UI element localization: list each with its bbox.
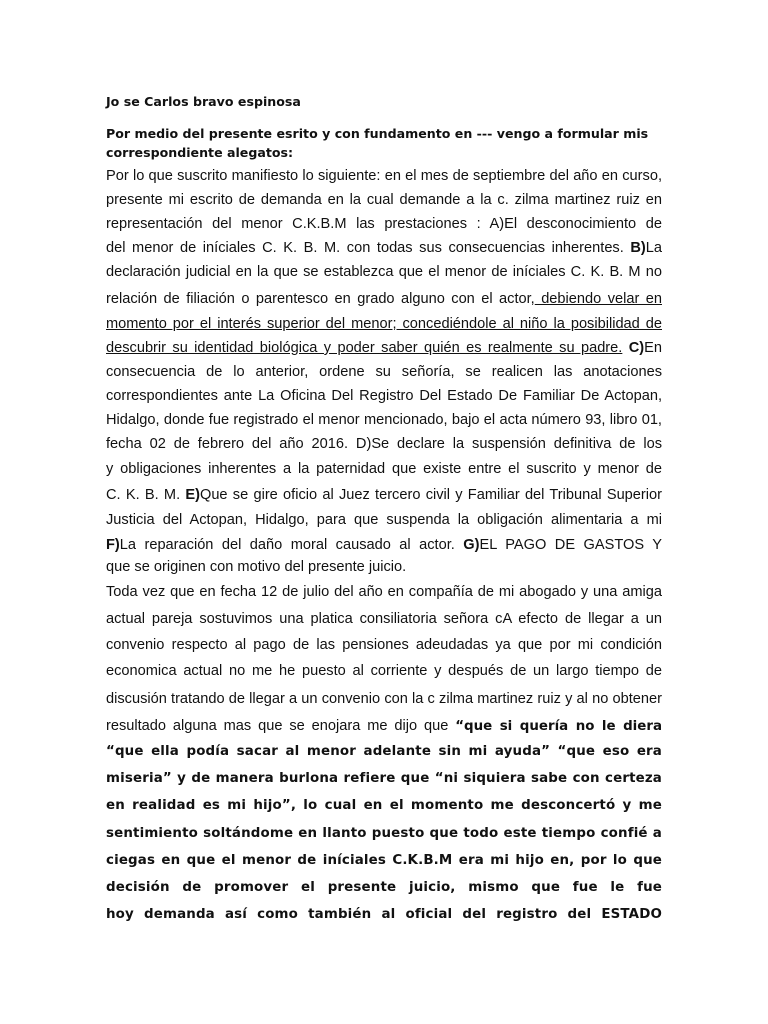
- text-line: y obligaciones inherentes a la paternidad que existe entre el suscrito y menor de: [106, 461, 662, 477]
- text-line: Hidalgo, donde fue registrado el menor mencionado, bajo el acta número 93, libro 01,: [106, 412, 662, 428]
- text-line: Por lo que suscrito manifiesto lo siguiente: en el mes de septiembre del año en curso,: [106, 168, 662, 184]
- text-line: que se originen con motivo del presente juicio.: [106, 559, 407, 575]
- text-segment: del menor de iníciales C. K. B. M. con todas sus consecuencias inherentes.: [106, 240, 631, 256]
- text-line: declaración judicial en la que se establezca que el menor de iníciales C. K. B. M no: [106, 264, 662, 280]
- text-segment: EL PAGO DE GASTOS Y: [479, 537, 662, 553]
- text-line: fecha 02 de febrero del año 2016. D)Se declare la suspensión definitiva de los: [106, 436, 662, 452]
- text-segment: relación de filiación o parentesco en grado alguno con el actor,: [106, 291, 535, 307]
- underlined-text: descubrir su identidad biológica y poder saber quién es realmente su padre.: [106, 340, 623, 356]
- text-line: Toda vez que en fecha 12 de julio del año en compañía de mi abogado y una amiga: [106, 584, 662, 600]
- text-line: economica actual no me he puesto al corriente y después de un largo tiempo de: [106, 663, 662, 679]
- text-line: representación del menor C.K.B.M las prestaciones : A)El desconocimiento de: [106, 216, 662, 232]
- text-segment: La: [645, 240, 662, 256]
- text-line: [106, 535, 662, 555]
- author-line: Jo se Carlos bravo espinosa: [106, 94, 301, 109]
- underlined-text: debiendo velar en: [541, 291, 662, 307]
- text-line: discusión tratando de llegar a un convenio con la c zilma martinez ruiz y al no obtener: [106, 691, 662, 707]
- quoted-bold-text: “que si quería no le diera: [455, 719, 662, 734]
- text-segment: C. K. B. M.: [106, 487, 186, 503]
- text-line: [106, 485, 662, 505]
- bold-text-line: hoy demanda así como también al oficial del registro del ESTADO: [106, 907, 662, 922]
- bold-text-line: decisión de promover el presente juicio, mismo que fue le fue: [106, 880, 662, 895]
- item-marker-g: G): [463, 537, 480, 553]
- text-line: presente mi escrito de demanda en la cual demande a la c. zilma martinez ruiz en: [106, 192, 662, 208]
- underlined-text-line: momento por el interés superior del menor; concediéndole al niño la posibilidad de: [106, 316, 662, 332]
- text-line: [106, 238, 662, 258]
- bold-text-line: “que ella podía sacar al menor adelante sin mi ayuda” “que eso era: [106, 744, 662, 759]
- text-segment: resultado alguna mas que se enojara me dijo que: [106, 718, 456, 734]
- bold-text-line: miseria” y de manera burlona refiere que “ni siquiera sabe con certeza: [106, 771, 662, 786]
- item-marker-b: B): [630, 240, 646, 256]
- text-line: [106, 716, 662, 736]
- bold-text-line: ciegas en que el menor de iníciales C.K.B.M era mi hijo en, por lo que: [106, 853, 662, 868]
- item-marker-e: E): [185, 487, 200, 503]
- text-line: [106, 289, 662, 309]
- text-line: correspondientes ante La Oficina Del Registro Del Estado De Familiar De Actopan,: [106, 388, 662, 404]
- text-line: convenio respecto al pago de las pensiones adeudadas ya que por mi condición: [106, 637, 662, 653]
- text-segment: La reparación del daño moral causado al actor.: [119, 537, 464, 553]
- item-marker-c: C): [622, 340, 645, 356]
- text-segment: Que se gire oficio al Juez tercero civil y Familiar del Tribunal Superior: [199, 487, 662, 503]
- intro-paragraph: Por medio del presente esrito y con fundamento en --- vengo a formular mis correspondiente alegatos:: [106, 126, 649, 160]
- text-segment: En: [644, 340, 662, 356]
- text-line: consecuencia de lo anterior, ordene su señoría, se realicen las anotaciones: [106, 364, 662, 380]
- bold-text-line: en realidad es mi hijo”, lo cual en el momento me desconcertó y me: [106, 798, 662, 813]
- text-line: Justicia del Actopan, Hidalgo, para que suspenda la obligación alimentaria a mi: [106, 512, 662, 528]
- text-line: [106, 338, 662, 358]
- bold-text-line: sentimiento soltándome en llanto puesto que todo este tiempo confié a: [106, 826, 662, 841]
- text-line: actual pareja sostuvimos una platica consiliatoria señora cA efecto de llegar a un: [106, 611, 662, 627]
- item-marker-f: F): [106, 537, 120, 553]
